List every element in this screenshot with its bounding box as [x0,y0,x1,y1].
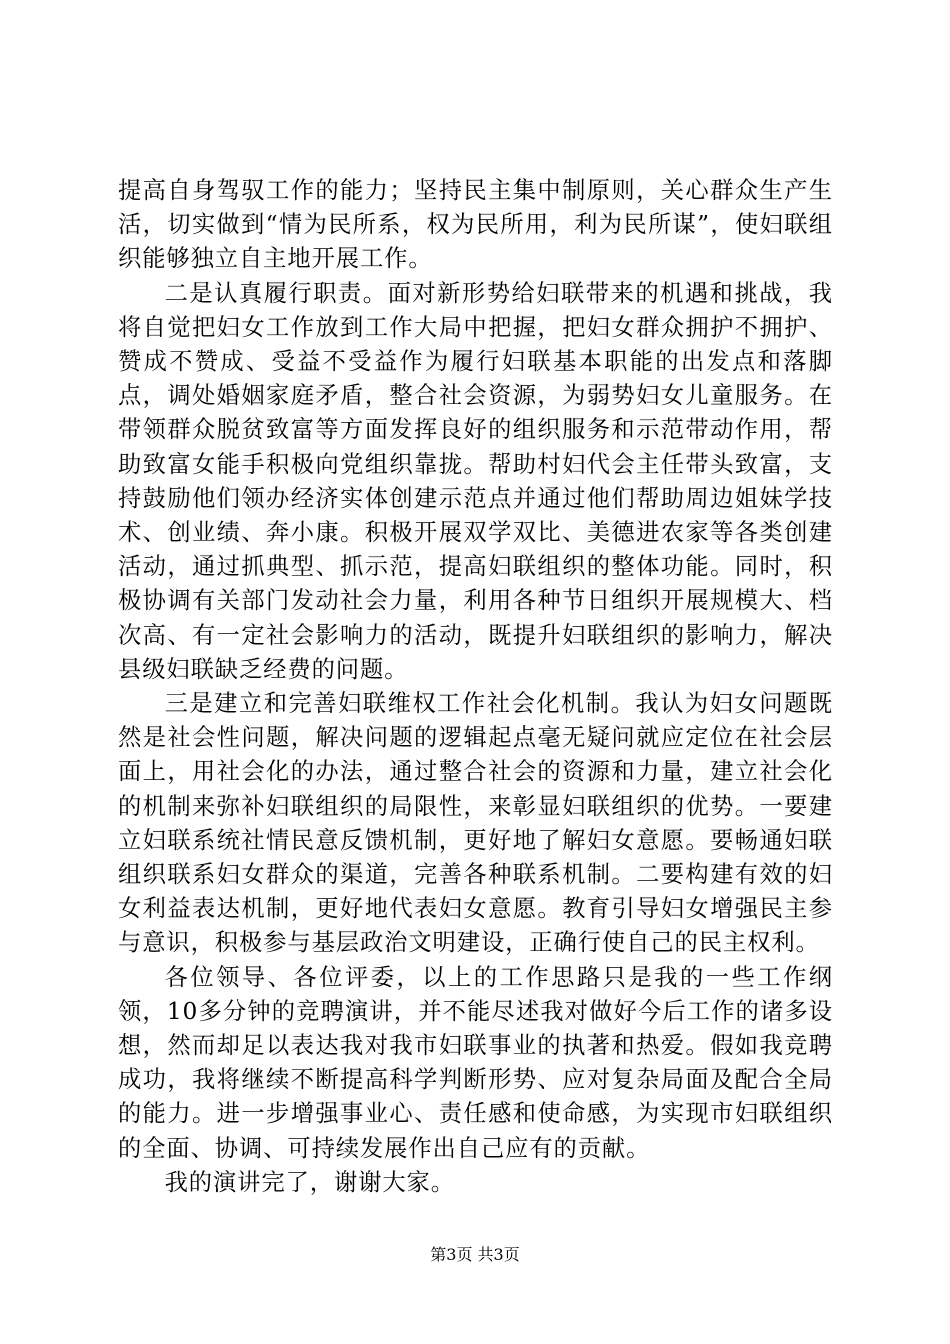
paragraph-mechanism: 三是建立和完善妇联维权工作社会化机制。我认为妇女问题既然是社会性问题，解决问题的逻辑起点毫无疑问就应定位在社会层面上，用社会化的办法，通过整合社会的资源和力量，建立社会化的机制来弥补妇联组织的局限性，来彰显妇联组织的优势。一要建立妇联系统社情民意反馈机制，更好地了解妇女意愿。要畅通妇联组织联系妇女群众的渠道，完善各种联系机制。二要构建有效的妇女利益表达机制，更好地代表妇女意愿。教育引导妇女增强民主参与意识，积极参与基层政治文明建设，正确行使自己的民主权利。 [118,690,833,957]
paragraph-closing-remarks: 各位领导、各位评委，以上的工作思路只是我的一些工作纲领，10多分钟的竞聘演讲，并不能尽述我对做好今后工作的诸多设想，然而却足以表达我对我市妇联事业的执著和热爱。假如我竞聘成功，我将继续不断提高科学判断形势、应对复杂局面及配合全局的能力。进一步增强事业心、责任感和使命感，为实现市妇联组织的全面、协调、可持续发展作出自己应有的贡献。 [118,963,833,1162]
document-body [118,174,833,1200]
page-footer: 第3页 共3页 [430,1245,520,1264]
paragraph-thanks: 我的演讲完了，谢谢大家。 [164,1168,455,1196]
paragraph-duties: 二是认真履行职责。面对新形势给妇联带来的机遇和挑战，我将自觉把妇女工作放到工作大局中把握，把妇女群众拥护不拥护、赞成不赞成、受益不受益作为履行妇联基本职能的出发点和落脚点，调处婚姻家庭矛盾，整合社会资源，为弱势妇女儿童服务。在带领群众脱贫致富等方面发挥良好的组织服务和示范带动作用，帮助致富女能手积极向党组织靠拢。帮助村妇代会主任带头致富，支持鼓励他们领办经济实体创建示范点并通过他们帮助周边姐妹学技术、创业绩、奔小康。积极开展双学双比、美德进农家等各类创建活动，通过抓典型、抓示范，提高妇联组织的整体功能。同时，积极协调有关部门发动社会力量，利用各种节日组织开展规模大、档次高、有一定社会影响力的活动，既提升妇联组织的影响力，解决县级妇联缺乏经费的问题。 [118,279,833,683]
paragraph-continuation: 提高自身驾驭工作的能力；坚持民主集中制原则，关心群众生产生活，切实做到“情为民所系，权为民所用，利为民所谋”，使妇联组织能够独立自主地开展工作。 [118,177,833,273]
